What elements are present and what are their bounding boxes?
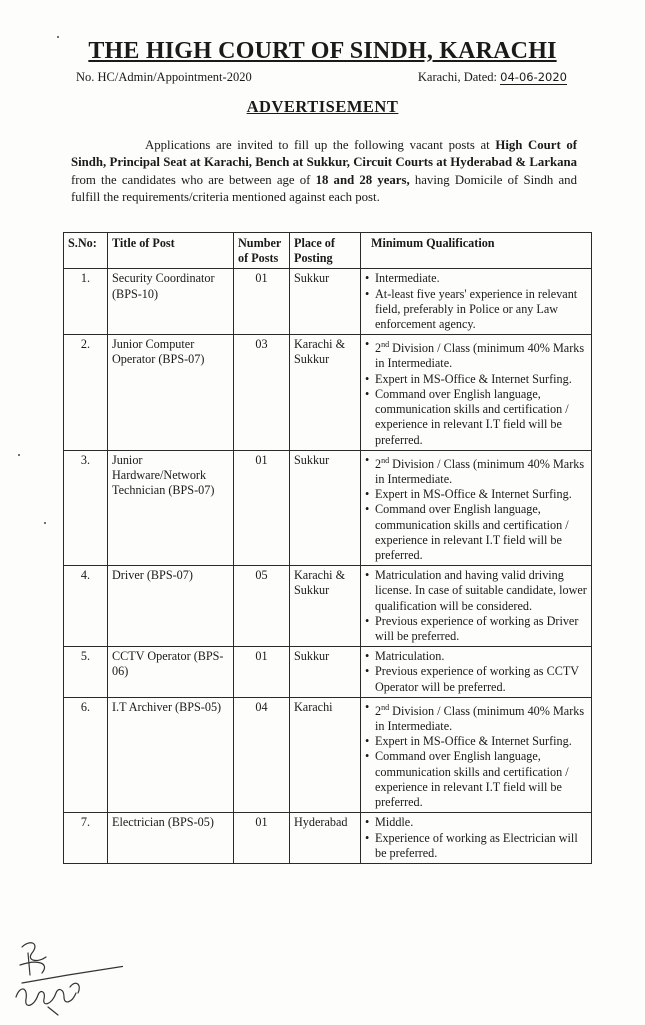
qualification-list (365, 568, 587, 644)
qualification-item: • 2nd Division / Class (minimum 40% Marks in Intermediate. (365, 700, 587, 734)
qualification-item: • Previous experience of working as CCTV Operator will be preferred. (365, 664, 587, 694)
qualification-cell (361, 813, 592, 864)
qualification-cell (361, 269, 592, 335)
qualification-cell (361, 647, 592, 698)
post-title-cell: I.T Archiver (BPS-05) (108, 697, 234, 812)
serial-number-cell: 2. (64, 335, 108, 450)
qualification-cell (361, 335, 592, 450)
intro-locations: High Court of Sindh, Principal Seat at Karachi, Bench at Sukkur, Circuit Courts at Hyderabad & Larkana (71, 138, 577, 170)
post-title-cell: Electrician (BPS-05) (108, 813, 234, 864)
table-row (64, 647, 592, 698)
column-header-sno: S.No: (64, 233, 108, 269)
number-of-posts-cell: 01 (234, 269, 290, 335)
serial-number-cell: 4. (64, 566, 108, 647)
table-row (64, 335, 592, 450)
column-header-number: Number of Posts (234, 233, 290, 269)
qualification-item: • Middle. (365, 815, 587, 830)
place-of-posting-cell: Karachi & Sukkur (290, 566, 361, 647)
serial-number-cell: 5. (64, 647, 108, 698)
intro-paragraph (71, 137, 577, 207)
qualification-item: • Command over English language, communication skills and certification / experience in relevant I.T field will be preferred. (365, 387, 587, 448)
scan-speck (57, 36, 59, 38)
reference-number: No. HC/Admin/Appointment-2020 (76, 70, 252, 84)
qualification-item: • Command over English language, communication skills and certification / experience in relevant I.T field will be preferred. (365, 502, 587, 563)
qualification-list (365, 453, 587, 563)
serial-number-cell: 6. (64, 697, 108, 812)
dated-line (418, 70, 567, 85)
table-row (64, 813, 592, 864)
place-of-posting-cell: Sukkur (290, 269, 361, 335)
qualification-list (365, 815, 587, 861)
column-header-title: Title of Post (108, 233, 234, 269)
vacancies-table (63, 232, 592, 864)
serial-number-cell: 1. (64, 269, 108, 335)
court-title: THE HIGH COURT OF SINDH, KARACHI (88, 38, 557, 64)
place-of-posting-cell: Karachi (290, 697, 361, 812)
qualification-list (365, 700, 587, 810)
place-of-posting-cell: Sukkur (290, 647, 361, 698)
column-header-place: Place of Posting (290, 233, 361, 269)
qualification-item: • 2nd Division / Class (minimum 40% Marks in Intermediate. (365, 453, 587, 487)
intro-text-1: Applications are invited to fill up the following vacant posts at (145, 138, 490, 152)
post-title-cell: Security Coordinator (BPS-10) (108, 269, 234, 335)
date-label: Karachi, Dated: (417, 70, 498, 84)
qualification-item: • 2nd Division / Class (minimum 40% Marks in Intermediate. (365, 337, 587, 371)
table-row (64, 566, 592, 647)
intro-text-3: having Domicile of Sindh and fulfill the requirements/criteria mentioned against each post. (71, 172, 577, 205)
qualification-item: • Matriculation. (365, 649, 587, 664)
qualification-item: • Expert in MS-Office & Internet Surfing. (365, 372, 587, 387)
qualification-list (365, 649, 587, 695)
place-of-posting-cell: Hyderabad (290, 813, 361, 864)
table-body (64, 269, 592, 864)
qualification-list (365, 337, 587, 447)
qualification-cell (361, 450, 592, 565)
number-of-posts-cell: 03 (234, 335, 290, 450)
table-row (64, 697, 592, 812)
column-header-qualification: Minimum Qualification (361, 233, 592, 269)
intro-age-range: 18 and 28 years, (315, 172, 410, 187)
place-of-posting-cell: Sukkur (290, 450, 361, 565)
post-title-cell: Junior Computer Operator (BPS-07) (108, 335, 234, 450)
post-title-cell: CCTV Operator (BPS-06) (108, 647, 234, 698)
qualification-item: • Expert in MS-Office & Internet Surfing. (365, 734, 587, 749)
number-of-posts-cell: 04 (234, 697, 290, 812)
number-of-posts-cell: 01 (234, 813, 290, 864)
serial-number-cell: 7. (64, 813, 108, 864)
table-row (64, 269, 592, 335)
number-of-posts-cell: 01 (234, 450, 290, 565)
table-row (64, 450, 592, 565)
advertisement-heading: ADVERTISEMENT (246, 97, 399, 116)
scan-speck (18, 454, 20, 456)
qualification-cell (361, 566, 592, 647)
number-of-posts-cell: 01 (234, 647, 290, 698)
post-title-cell: Junior Hardware/Network Technician (BPS-07) (108, 450, 234, 565)
intro-text-2: from the candidates who are between age of (71, 172, 311, 187)
scan-speck (44, 522, 46, 524)
post-title-cell: Driver (BPS-07) (108, 566, 234, 647)
qualification-item: • Intermediate. (365, 271, 587, 286)
qualification-item: • Previous experience of working as Driver will be preferred. (365, 614, 587, 644)
qualification-item: • Command over English language, communication skills and certification / experience in relevant I.T field will be preferred. (365, 749, 587, 810)
qualification-list (365, 271, 587, 332)
qualification-item: • Experience of working as Electrician will be preferred. (365, 831, 587, 861)
date-value: 04-06-2020 (500, 70, 567, 84)
place-of-posting-cell: Karachi & Sukkur (290, 335, 361, 450)
qualification-item: • Matriculation and having valid driving license. In case of suitable candidate, lower qualification will be considered. (365, 568, 587, 614)
number-of-posts-cell: 05 (234, 566, 290, 647)
handwritten-signature (8, 935, 123, 1025)
qualification-cell (361, 697, 592, 812)
table-header-row (64, 233, 592, 269)
qualification-item: • At-least five years' experience in relevant field, preferably in Police or any Law enforcement agency. (365, 287, 587, 333)
qualification-item: • Expert in MS-Office & Internet Surfing. (365, 487, 587, 502)
serial-number-cell: 3. (64, 450, 108, 565)
